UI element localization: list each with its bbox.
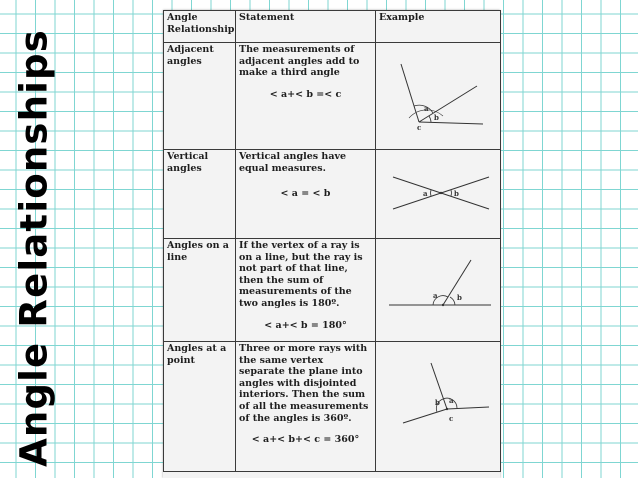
statement-cell <box>236 150 376 239</box>
vertical-angles-diagram <box>379 151 498 235</box>
label-b: b <box>457 293 462 302</box>
statement-text: If the vertex of a ray is on a line, but the ray is not part of that line, then the sum of measurements of the two angles is 180º. <box>239 240 363 309</box>
table-row <box>164 150 501 239</box>
header-example: Example <box>376 11 501 43</box>
example-cell <box>376 150 501 239</box>
angles-on-a-line-diagram <box>379 240 498 338</box>
relationship-name: Adjacent angles <box>164 43 236 150</box>
label-b: b <box>454 189 459 198</box>
formula: < a+< b+< c = 360° <box>251 434 360 446</box>
statement-text: The measurements of adjacent angles add to make a third angle <box>239 44 360 79</box>
label-a: a <box>433 291 438 300</box>
label-c: c <box>449 414 454 423</box>
angles-at-a-point-diagram <box>379 343 498 467</box>
formula: < a = < b <box>280 188 331 200</box>
angle-relationships-document <box>163 10 500 478</box>
example-cell <box>376 43 501 150</box>
header-statement: Statement <box>236 11 376 43</box>
table-row <box>164 342 501 472</box>
relationship-name: Angles at a point <box>164 342 236 472</box>
formula: < a+< b = 180° <box>264 319 347 331</box>
statement-text: Vertical angles have equal measures. <box>239 151 347 174</box>
statement-cell <box>236 43 376 150</box>
label-c: c <box>417 123 422 132</box>
formula: < a+< b =< c <box>269 88 342 100</box>
example-cell <box>376 342 501 472</box>
adjacent-angles-diagram <box>379 44 498 144</box>
angle-table <box>163 10 501 472</box>
statement-text: Three or more rays with the same vertex separate the plane into angles with disjointed interiors. Then the sum of all the measurements of the angles is 360º. <box>239 343 369 424</box>
label-a: a <box>423 189 428 198</box>
table-row <box>164 239 501 342</box>
relationship-name: Vertical angles <box>164 150 236 239</box>
table-header-row <box>164 11 501 43</box>
example-cell <box>376 239 501 342</box>
label-b: b <box>434 113 439 122</box>
header-relationship: Angle Relationship <box>164 11 236 43</box>
label-b: b <box>435 398 440 407</box>
label-a: a <box>449 396 454 405</box>
table-row <box>164 43 501 150</box>
side-title: Angle Relationships <box>12 29 56 467</box>
statement-cell <box>236 239 376 342</box>
relationship-name: Angles on a line <box>164 239 236 342</box>
statement-cell <box>236 342 376 472</box>
label-a: a <box>424 104 429 113</box>
